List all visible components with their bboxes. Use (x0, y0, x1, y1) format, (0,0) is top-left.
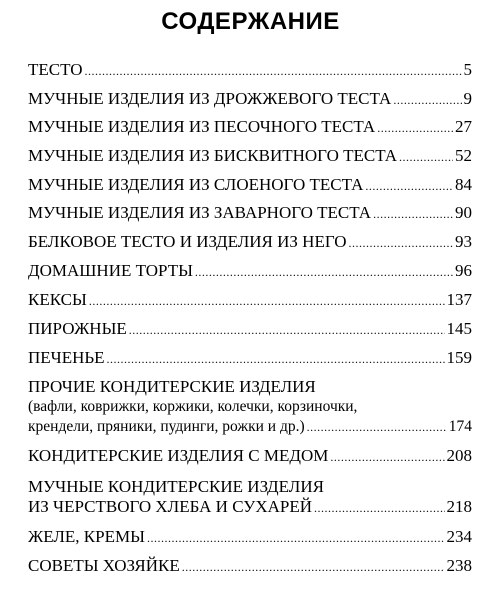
toc-entry-title: КЕКСЫ (28, 290, 87, 309)
toc-entry-page: 84 (455, 175, 472, 194)
toc-entry-page: 208 (446, 446, 472, 465)
toc-entry[interactable] (28, 232, 472, 253)
toc-entry-page: 52 (455, 146, 472, 165)
toc-entry-title: МУЧНЫЕ ИЗДЕЛИЯ ИЗ ДРОЖЖЕВОГО ТЕСТА (28, 89, 392, 108)
leader-dots (365, 175, 453, 196)
toc-entry-page: 93 (455, 232, 472, 251)
toc-entry-page: 145 (446, 319, 472, 338)
toc-entry-title: КОНДИТЕРСКИЕ ИЗДЕЛИЯ С МЕДОМ (28, 446, 329, 465)
toc-entry[interactable] (28, 261, 472, 282)
toc-entry-page: 27 (455, 117, 472, 136)
leader-dots (89, 290, 445, 311)
leader-dots (107, 348, 445, 369)
toc-entry-page: 218 (446, 497, 472, 516)
toc-entry-title: ПРОЧИЕ КОНДИТЕРСКИЕ ИЗДЕЛИЯ (28, 377, 316, 396)
toc-entry-title: МУЧНЫЕ ИЗДЕЛИЯ ИЗ ЗАВАРНОГО ТЕСТА (28, 203, 372, 222)
toc-entry-title: МУЧНЫЕ ИЗДЕЛИЯ ИЗ БИСКВИТНОГО ТЕСТА (28, 146, 398, 165)
page-title: СОДЕРЖАНИЕ (161, 8, 340, 35)
toc-entry[interactable] (28, 477, 472, 518)
toc-entry-page: 96 (455, 261, 472, 280)
toc-entry[interactable] (28, 146, 472, 167)
toc-entry[interactable] (28, 348, 472, 369)
toc-entry-title: ДОМАШНИЕ ТОРТЫ (28, 261, 193, 280)
toc-entry-page: 90 (455, 203, 472, 222)
leader-dots (147, 527, 445, 548)
toc-entry-title: МУЧНЫЕ КОНДИТЕРСКИЕ ИЗДЕЛИЯ (28, 477, 324, 496)
toc-entry-title: ПЕЧЕНЬЕ (28, 348, 105, 367)
toc-entry[interactable] (28, 527, 472, 548)
toc-entry-subtitle: крендели, пряники, пудинги, рожки и др.) (28, 418, 305, 435)
toc-entry-title: ТЕСТО (28, 60, 83, 79)
toc-entry-title: ПИРОЖНЫЕ (28, 319, 127, 338)
toc-entry[interactable] (28, 175, 472, 196)
toc-entry-title-cont: ИЗ ЧЕРСТВОГО ХЛЕБА И СУХАРЕЙ (28, 497, 313, 516)
leader-dots (349, 232, 453, 253)
leader-dots (399, 146, 453, 167)
toc-entry[interactable] (28, 290, 472, 311)
toc-entry-subtitle: (вафли, коврижки, коржики, колечки, корзиночки, (28, 398, 358, 415)
leader-dots (377, 117, 453, 138)
leader-dots (314, 497, 444, 518)
toc-entry[interactable] (28, 446, 472, 467)
toc-entry-title: СОВЕТЫ ХОЗЯЙКЕ (28, 556, 180, 575)
leader-dots (129, 319, 445, 340)
leader-dots (85, 60, 462, 81)
toc-entry-page: 159 (446, 348, 472, 367)
toc-entry-page: 5 (463, 60, 472, 79)
toc-entry[interactable] (28, 556, 472, 577)
toc-entry[interactable] (28, 117, 472, 138)
toc-entry[interactable] (28, 203, 472, 224)
toc-entry-title: БЕЛКОВОЕ ТЕСТО И ИЗДЕЛИЯ ИЗ НЕГО (28, 232, 347, 251)
toc-entry-page: 234 (446, 527, 472, 546)
toc-entry-title: МУЧНЫЕ ИЗДЕЛИЯ ИЗ СЛОЕНОГО ТЕСТА (28, 175, 364, 194)
leader-dots (195, 261, 453, 282)
toc-entry-page: 137 (446, 290, 472, 309)
toc-entry-title: ЖЕЛЕ, КРЕМЫ (28, 527, 145, 546)
toc-entry-page: 238 (446, 556, 472, 575)
toc-entry-page: 174 (448, 418, 472, 435)
toc-entry[interactable] (28, 377, 472, 437)
toc-entry[interactable] (28, 89, 472, 110)
leader-dots (307, 417, 447, 437)
leader-dots (182, 556, 445, 577)
leader-dots (393, 89, 461, 110)
leader-dots (330, 446, 444, 467)
toc-entry-title: МУЧНЫЕ ИЗДЕЛИЯ ИЗ ПЕСОЧНОГО ТЕСТА (28, 117, 376, 136)
toc-entry[interactable] (28, 319, 472, 340)
leader-dots (373, 203, 453, 224)
toc-entry[interactable] (28, 60, 472, 81)
toc-entry-page: 9 (463, 89, 472, 108)
